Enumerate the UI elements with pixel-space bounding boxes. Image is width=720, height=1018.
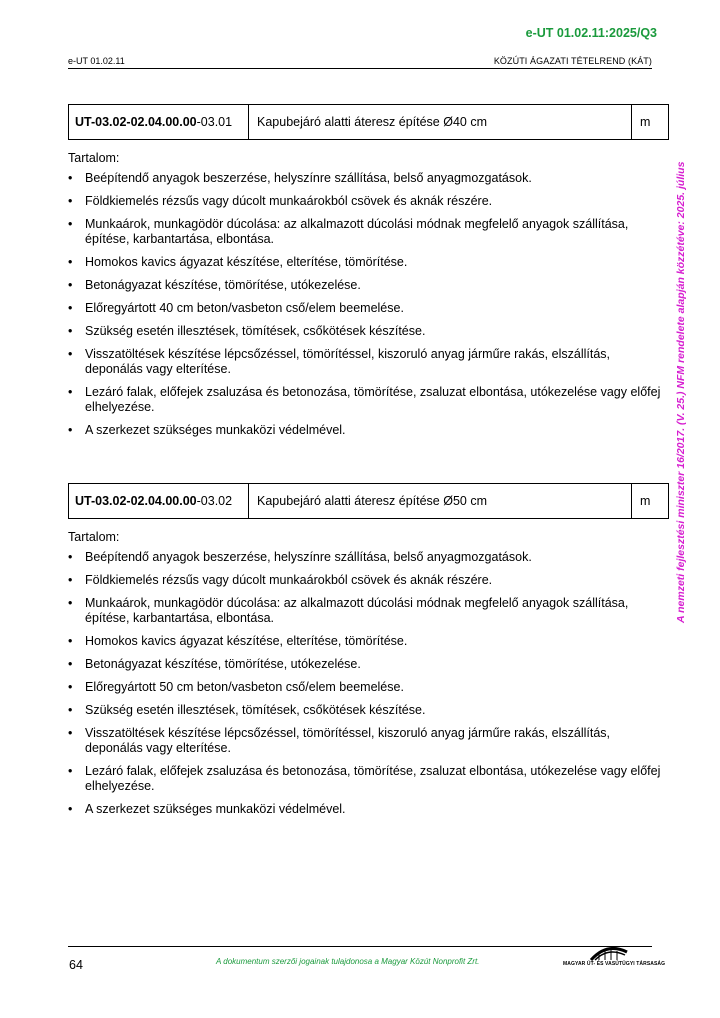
bridge-arch-icon [589,944,629,962]
header-right: KÖZÚTI ÁGAZATI TÉTELREND (KÁT) [493,56,652,66]
bullet-item: • Visszatöltések készítése lépcsőzéssel, tömörítéssel, kiszoruló anyag járműre rakás, elszállítás, deponálás vagy elterítése. [68,347,669,377]
bullet-item: • Munkaárok, munkagödör dúcolása: az alkalmazott dúcolási módnak megfelelő anyagok szállítása, építése, karbantartása, elbontása. [68,217,669,247]
bullet-item: • Betonágyazat készítése, tömörítése, utókezelése. [68,657,669,672]
bullet-item: • Lezáró falak, előfejek zsaluzása és betonozása, tömörítése, zsaluzat elbontása, utókezelése vagy előfej elhelyezése. [68,385,669,415]
header-left: e-UT 01.02.11 [68,56,125,66]
document-code: e-UT 01.02.11:2025/Q3 [525,26,657,40]
item-block [68,483,669,825]
item-code-main: UT-03.02-02.04.00.00 [75,115,197,129]
item-code-cell [69,484,249,518]
bullet-item: • Beépítendő anyagok beszerzése, helyszínre szállítása, belső anyagmozgatások. [68,171,669,186]
content-list [68,550,669,817]
content-label: Tartalom: [68,530,120,544]
bullet-item: • Szükség esetén illesztések, tömítések, csőkötések készítése. [68,703,669,718]
bullet-item: • Betonágyazat készítése, tömörítése, utókezelése. [68,278,669,293]
content-list [68,171,669,438]
publisher-logo [563,944,666,968]
page-number: 64 [69,958,83,972]
bullet-item: • Földkiemelés rézsűs vagy dúcolt munkaárokból csövek és aknák részére. [68,573,669,588]
item-code-cell [69,105,249,139]
item-unit: m [640,115,651,129]
item-table [68,483,669,519]
item-unit: m [640,494,651,508]
bullet-item: • Földkiemelés rézsűs vagy dúcolt munkaárokból csövek és aknák részére. [68,194,669,209]
bullet-item: • Munkaárok, munkagödör dúcolása: az alkalmazott dúcolási módnak megfelelő anyagok szállítása, építése, karbantartása, elbontása. [68,596,669,626]
bullet-item: • Visszatöltések készítése lépcsőzéssel, tömörítéssel, kiszoruló anyag járműre rakás, elszállítás, deponálás vagy elterítése. [68,726,669,756]
bullet-item: • A szerkezet szükséges munkaközi védelmével. [68,423,669,438]
bullet-item: • Beépítendő anyagok beszerzése, helyszínre szállítása, belső anyagmozgatások. [68,550,669,565]
bullet-item: • Lezáró falak, előfejek zsaluzása és betonozása, tömörítése, zsaluzat elbontása, utókezelése vagy előfej elhelyezése. [68,764,669,794]
item-code-main: UT-03.02-02.04.00.00 [75,494,197,508]
bullet-item: • Homokos kavics ágyazat készítése, elterítése, tömörítése. [68,634,669,649]
item-code-suffix: -03.01 [196,115,233,129]
item-description: Kapubejáró alatti áteresz építése Ø50 cm [249,484,632,518]
item-table [68,104,669,140]
bullet-item: • A szerkezet szükséges munkaközi védelmével. [68,802,669,817]
item-code-suffix: -03.02 [196,494,233,508]
copyright-note: A dokumentum szerzői jogainak tulajdonosa a Magyar Közút Nonprofit Zrt. [216,957,480,966]
item-description: Kapubejáró alatti áteresz építése Ø40 cm [249,105,632,139]
item-block [68,104,669,446]
bullet-item: • Szükség esetén illesztések, tömítések, csőkötések készítése. [68,324,669,339]
content-label: Tartalom: [68,151,120,165]
bullet-item: • Előregyártott 50 cm beton/vasbeton cső/elem beemelése. [68,680,669,695]
running-header [68,56,652,69]
side-publication-note: A nemzeti fejlesztési miniszter 16/2017. (V. 25.) NFM rendelete alapján közzétéve: 2025. július [675,161,687,623]
bullet-item: • Előregyártott 40 cm beton/vasbeton cső/elem beemelése. [68,301,669,316]
bullet-item: • Homokos kavics ágyazat készítése, elterítése, tömörítése. [68,255,669,270]
logo-text: MAGYAR ÚT- ÉS VASÚTÜGYI TÁRSASÁG [563,961,666,967]
